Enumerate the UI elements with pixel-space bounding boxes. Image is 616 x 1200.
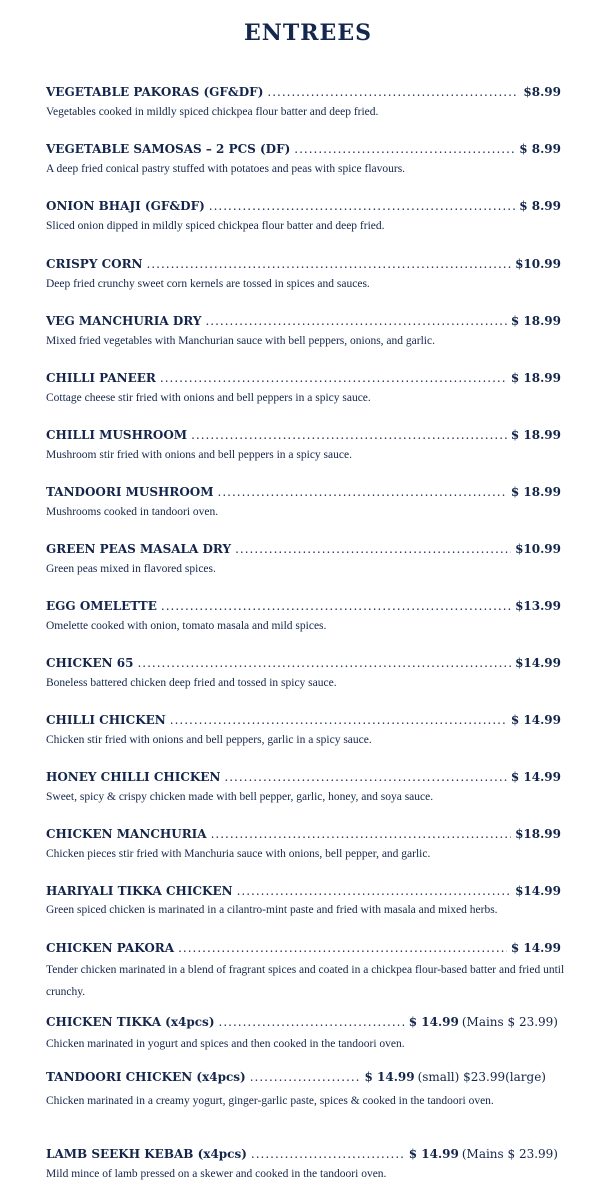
leader-dots [209, 198, 515, 214]
menu-item [46, 655, 561, 692]
leader-dots [219, 1014, 405, 1030]
item-price: $ 8.99 [519, 142, 561, 156]
item-name: LAMB SEEKH KEBAB (x4pcs) [46, 1147, 247, 1161]
item-price: $ 18.99 [510, 314, 561, 328]
item-price: $14.99 [515, 884, 561, 898]
leader-dots [250, 1069, 361, 1085]
leader-dots [191, 427, 507, 443]
item-name: TANDOORI CHICKEN (x4pcs) [46, 1070, 246, 1084]
item-price: $ 14.99 [510, 713, 561, 727]
item-price: $8.99 [523, 85, 561, 99]
item-price: $ 18.99 [510, 485, 561, 499]
leader-dots [235, 541, 511, 557]
menu-item [46, 940, 565, 1003]
menu-item [46, 313, 561, 350]
item-description: Mixed fried vegetables with Manchurian sauce with bell peppers, onions, and garlic. [46, 335, 435, 347]
item-description: Sweet, spicy & crispy chicken made with bell pepper, garlic, honey, and soya sauce. [46, 791, 434, 803]
item-name: VEG MANCHURIA DRY [46, 314, 202, 328]
menu-item [46, 370, 561, 407]
item-description: Green spiced chicken is marinated in a cilantro-mint paste and fried with masala and mixed herbs. [46, 904, 498, 916]
item-price: $14.99 [515, 656, 561, 670]
item-price: $18.99 [515, 827, 561, 841]
menu-item [46, 883, 561, 919]
menu-item [46, 598, 561, 635]
item-description: Green peas mixed in flavored spices. [46, 563, 216, 575]
item-description: Tender chicken marinated in a blend of fragrant spices and coated in a chickpea flour-based batter and fried until crunchy. [46, 964, 565, 998]
item-price: $ 8.99 [519, 199, 561, 213]
menu-item [46, 198, 561, 235]
menu-item [46, 427, 561, 464]
item-name: CHICKEN MANCHURIA [46, 827, 207, 841]
item-name: HARIYALI TIKKA CHICKEN [46, 884, 233, 898]
item-price: $ 18.99 [510, 371, 561, 385]
item-price: $10.99 [515, 257, 561, 271]
item-description: Vegetables cooked in mildly spiced chickpea flour batter and deep fried. [46, 106, 379, 118]
item-price-extra: (small) $23.99(large) [417, 1070, 546, 1084]
item-price: $ 14.99 [510, 941, 561, 955]
item-price: $ 14.99 [510, 770, 561, 784]
item-description: Chicken pieces stir fried with Manchuria sauce with onions, bell pepper, and garlic. [46, 848, 431, 860]
leader-dots [294, 141, 515, 157]
item-name: ONION BHAJI (GF&DF) [46, 199, 205, 213]
leader-dots [205, 313, 506, 329]
item-description: Chicken marinated in yogurt and spices and then cooked in the tandoori oven. [46, 1038, 405, 1050]
item-price: $ 14.99 [408, 1015, 459, 1029]
item-description: Deep fried crunchy sweet corn kernels are tossed in spices and sauces. [46, 278, 370, 290]
item-name: CHICKEN 65 [46, 656, 134, 670]
item-description: Mushrooms cooked in tandoori oven. [46, 506, 219, 518]
item-description: Omelette cooked with onion, tomato masala and mild spices. [46, 620, 327, 632]
item-description: Chicken stir fried with onions and bell peppers, garlic in a spicy sauce. [46, 734, 372, 746]
menu-item [46, 769, 561, 806]
menu-item [46, 84, 561, 121]
item-name: CRISPY CORN [46, 257, 143, 271]
leader-dots [161, 598, 511, 614]
leader-dots [137, 655, 511, 671]
leader-dots [160, 370, 507, 386]
menu-item [46, 256, 561, 293]
leader-dots [147, 256, 512, 272]
menu-item [46, 712, 561, 749]
item-price-extra: (Mains $ 23.99) [461, 1015, 558, 1029]
item-description: Sliced onion dipped in mildly spiced chickpea flour batter and deep fried. [46, 220, 385, 232]
item-price: $ 18.99 [510, 428, 561, 442]
menu-item [46, 826, 561, 863]
item-price: $10.99 [515, 542, 561, 556]
menu-item [46, 484, 561, 521]
leader-dots [178, 940, 507, 956]
leader-dots [251, 1146, 405, 1162]
item-description: A deep fried conical pastry stuffed with potatoes and peas with spice flavours. [46, 163, 406, 175]
item-description: Mushroom stir fried with onions and bell peppers in a spicy sauce. [46, 449, 352, 461]
item-price-extra: (Mains $ 23.99) [461, 1147, 558, 1161]
item-price: $13.99 [515, 599, 561, 613]
leader-dots [237, 883, 511, 899]
leader-dots [218, 484, 507, 500]
menu-item [46, 541, 561, 578]
item-description: Boneless battered chicken deep fried and tossed in spicy sauce. [46, 677, 337, 689]
leader-dots [170, 712, 507, 728]
item-description: Chicken marinated in a creamy yogurt, ginger-garlic paste, spices & cooked in the tandoori oven. [46, 1095, 494, 1107]
menu-item [46, 1014, 558, 1053]
leader-dots [211, 826, 511, 842]
item-name: VEGETABLE SAMOSAS – 2 PCS (DF) [46, 142, 291, 156]
item-name: EGG OMELETTE [46, 599, 157, 613]
item-name: VEGETABLE PAKORAS (GF&DF) [46, 85, 264, 99]
item-price: $ 14.99 [408, 1147, 459, 1161]
item-name: TANDOORI MUSHROOM [46, 485, 214, 499]
item-name: CHICKEN TIKKA (x4pcs) [46, 1015, 215, 1029]
leader-dots [224, 769, 506, 785]
item-description: Cottage cheese stir fried with onions and bell peppers in a spicy sauce. [46, 392, 371, 404]
leader-dots [267, 84, 519, 100]
item-price: $ 14.99 [364, 1070, 415, 1084]
item-name: CHICKEN PAKORA [46, 941, 175, 955]
item-name: HONEY CHILLI CHICKEN [46, 770, 221, 784]
page-title: ENTREES [244, 20, 372, 46]
item-name: CHILLI PANEER [46, 371, 156, 385]
item-name: GREEN PEAS MASALA DRY [46, 542, 232, 556]
menu-item [46, 1146, 558, 1183]
menu-item [46, 141, 561, 178]
item-name: CHILLI MUSHROOM [46, 428, 188, 442]
item-name: CHILLI CHICKEN [46, 713, 166, 727]
item-description: Mild mince of lamb pressed on a skewer and cooked in the tandoori oven. [46, 1168, 387, 1180]
menu-item [46, 1069, 546, 1112]
